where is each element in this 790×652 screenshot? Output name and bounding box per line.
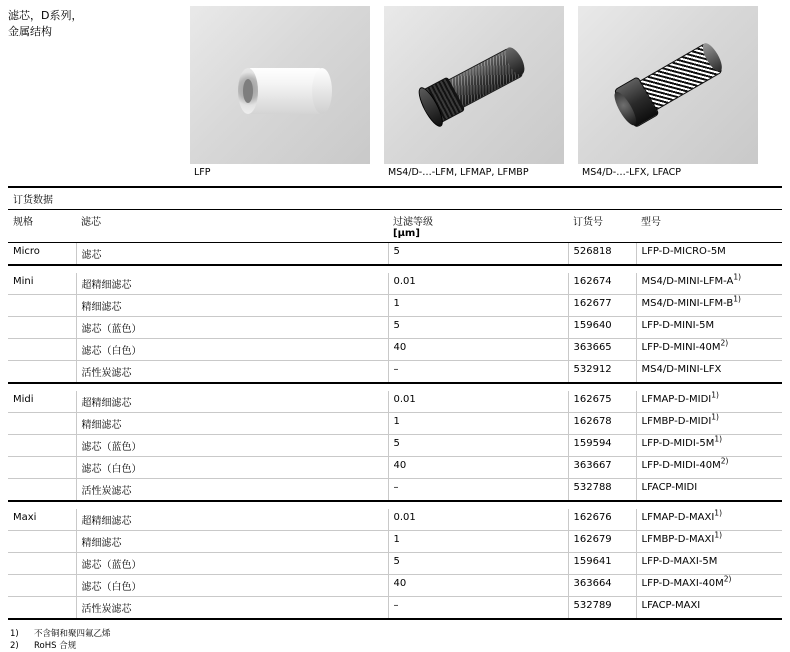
footnote-2-text: RoHS 合规 <box>34 641 77 651</box>
cell-part-number: 363667 <box>568 457 636 479</box>
cell-element: 滤芯（白色） <box>76 339 388 361</box>
footnote-marker: 1) <box>711 412 719 422</box>
cell-part-number: 162679 <box>568 531 636 553</box>
cell-part-number: 162674 <box>568 273 636 295</box>
cell-filter-grade: – <box>388 597 568 619</box>
filter-cartridge-plain-icon <box>238 68 322 114</box>
cell-size: Midi <box>8 391 76 413</box>
cell-type-code: LFMBP-D-MIDI$^{1)}$ <box>636 413 782 435</box>
cell-element: 精细滤芯 <box>76 413 388 435</box>
column-header-type: 型号 <box>636 210 782 243</box>
cell-size <box>8 531 76 553</box>
figure-lfx-caption: MS4/D-…-LFX, LFACP <box>582 167 682 178</box>
cell-filter-grade: 0.01 <box>388 273 568 295</box>
cell-type-code: LFMBP-D-MAXI$^{1)}$ <box>636 531 782 553</box>
page-title-line1: 滤芯，D系列， <box>8 9 83 22</box>
table-row <box>8 413 782 435</box>
figure-lfm-caption: MS4/D-…-LFM, LFMAP, LFMBP <box>388 167 529 178</box>
table-row <box>8 509 782 531</box>
table-row <box>8 391 782 413</box>
cell-element: 精细滤芯 <box>76 531 388 553</box>
cell-element: 滤芯 <box>76 243 388 266</box>
cell-size <box>8 575 76 597</box>
cell-filter-grade: 0.01 <box>388 509 568 531</box>
footnote-1 <box>10 628 790 640</box>
table-row <box>8 243 782 266</box>
footnote-2 <box>10 640 790 652</box>
header-section <box>0 0 790 180</box>
filter-cartridge-dark-icon <box>405 18 544 150</box>
figure-lfp-image <box>190 6 370 164</box>
cell-filter-grade: 40 <box>388 457 568 479</box>
footnote-2-marker: 2) <box>10 641 19 651</box>
column-header-part-no: 订货号 <box>568 210 636 243</box>
table-row <box>8 339 782 361</box>
cell-part-number: 526818 <box>568 243 636 266</box>
cell-type-code: LFACP-MAXI <box>641 600 701 611</box>
cell-type-code: LFP-$D-MIDI-40M^{2)}$ <box>636 457 782 479</box>
cell-element: 超精细滤芯 <box>76 509 388 531</box>
cell-element: 超精细滤芯 <box>76 391 388 413</box>
cell-size <box>8 597 76 619</box>
cell-part-number: 532789 <box>568 597 636 619</box>
cell-size: Maxi <box>8 509 76 531</box>
cell-size <box>8 361 76 384</box>
cell-type-code: LFP-D-MICRO-5M <box>636 243 782 266</box>
figure-lfm-image <box>384 6 564 164</box>
cell-part-number: 159594 <box>568 435 636 457</box>
figure-lfx-image <box>578 6 758 164</box>
cell-size <box>8 295 76 317</box>
table-row <box>8 457 782 479</box>
cell-element: 滤芯（白色） <box>76 575 388 597</box>
table-row <box>8 435 782 457</box>
table-row <box>8 479 782 502</box>
table-row <box>8 317 782 339</box>
cell-type-code: MS4/D-MINI-LFX <box>636 361 782 384</box>
cell-part-number: 363665 <box>568 339 636 361</box>
table-body <box>8 188 782 618</box>
cell-size <box>8 339 76 361</box>
cell-element: 超精细滤芯 <box>76 273 388 295</box>
page-title-line2: 金属结构 <box>8 25 52 38</box>
cell-part-number: 532912 <box>568 361 636 384</box>
cell-type-code: LFMAP-D-MIDI$^{1)}$ <box>636 391 782 413</box>
footnote-1-marker: 1) <box>10 629 19 639</box>
table-group-spacer <box>8 501 782 509</box>
cell-filter-grade: 1 <box>388 295 568 317</box>
cell-filter-grade: 5 <box>388 317 568 339</box>
figure-lfp <box>190 6 370 178</box>
cell-type-code: LFP-D-MINI-5M <box>636 317 782 339</box>
cell-size <box>8 479 76 502</box>
ordering-data-table <box>8 188 782 618</box>
cell-size: Micro <box>8 243 76 266</box>
cell-size <box>8 413 76 435</box>
cell-filter-grade: 40 <box>388 339 568 361</box>
cell-element: 活性炭滤芯 <box>76 597 388 619</box>
figure-gallery <box>190 6 758 178</box>
cell-element: 滤芯（蓝色） <box>76 435 388 457</box>
cell-part-number: 532788 <box>568 479 636 502</box>
cell-filter-grade: 1 <box>388 413 568 435</box>
cell-part-number: 363664 <box>568 575 636 597</box>
table-row <box>8 361 782 384</box>
table-group-spacer <box>8 265 782 273</box>
footnote-marker: 1) <box>714 434 723 444</box>
cell-type-code: LFP-D-MAXI-5M <box>636 553 782 575</box>
table-title: 订货数据 <box>8 188 782 210</box>
cell-filter-grade: – <box>388 479 568 502</box>
cell-filter-grade: – <box>388 361 568 384</box>
table-group-spacer <box>8 383 782 391</box>
footnote-marker: 1) <box>711 390 719 400</box>
cell-size: Mini <box>8 273 76 295</box>
cell-type-code: LFP-$D-MAXI-40M^{2)}$ <box>636 575 782 597</box>
cell-element: 滤芯（蓝色） <box>76 553 388 575</box>
filter-cartridge-mesh-icon <box>597 13 744 156</box>
cell-type-code: LFP-$D-MIDI-5M^{1)}$ <box>636 435 782 457</box>
figure-lfm <box>384 6 564 178</box>
cell-filter-grade: 40 <box>388 575 568 597</box>
table-row <box>8 531 782 553</box>
cell-part-number: 159641 <box>568 553 636 575</box>
footnotes <box>10 628 790 652</box>
figure-lfp-caption: LFP <box>194 167 211 178</box>
column-header-element: 滤芯 <box>76 210 388 243</box>
figure-lfx <box>578 6 758 178</box>
table-row <box>8 273 782 295</box>
footnote-marker: 2) <box>720 338 729 348</box>
cell-size <box>8 317 76 339</box>
column-header-size: 规格 <box>8 210 76 243</box>
cell-type-code: LFMAP-D-MAXI$^{1)}$ <box>636 509 782 531</box>
cell-filter-grade: 1 <box>388 531 568 553</box>
cell-size <box>8 553 76 575</box>
table-row <box>8 597 782 619</box>
footnote-marker: 1) <box>733 294 741 304</box>
cell-filter-grade: 5 <box>388 553 568 575</box>
footnote-1-text: 不含铜和聚四氟乙烯 <box>34 629 111 639</box>
cell-size <box>8 457 76 479</box>
cell-element: 滤芯（蓝色） <box>76 317 388 339</box>
cell-part-number: 162675 <box>568 391 636 413</box>
column-header-grade <box>388 210 568 243</box>
cell-element: 活性炭滤芯 <box>76 361 388 384</box>
table-title-row <box>8 188 782 210</box>
cell-element: 精细滤芯 <box>76 295 388 317</box>
cell-part-number: 162678 <box>568 413 636 435</box>
ordering-data-table-wrapper <box>8 186 782 620</box>
cell-type-code: $MS4/D-MINI-LFM-A^{1)}$ <box>636 273 782 295</box>
cell-size <box>8 435 76 457</box>
column-header-grade-label: 过滤等级 <box>393 217 433 228</box>
cell-type-code: $MS4/D-MINI-LFM-B^{1)}$ <box>636 295 782 317</box>
table-row <box>8 295 782 317</box>
cell-type-code: LFP-$D-MINI-40M^{2)}$ <box>636 339 782 361</box>
cell-part-number: 159640 <box>568 317 636 339</box>
cell-type-code: LFACP-MIDI <box>636 479 782 502</box>
footnote-marker: 2) <box>720 456 729 466</box>
table-row <box>8 575 782 597</box>
cell-element: 滤芯（白色） <box>76 457 388 479</box>
cell-element: 活性炭滤芯 <box>76 479 388 502</box>
table-row <box>8 553 782 575</box>
table-header-row <box>8 210 782 243</box>
cell-part-number: 162676 <box>568 509 636 531</box>
footnote-marker: 1) <box>714 508 722 518</box>
cell-filter-grade: 5 <box>388 243 568 266</box>
column-header-grade-unit: [µm] <box>393 228 420 239</box>
page-title <box>8 6 190 40</box>
footnote-marker: 1) <box>733 272 742 282</box>
footnote-marker: 2) <box>723 574 732 584</box>
cell-filter-grade: 5 <box>388 435 568 457</box>
footnote-marker: 1) <box>714 530 723 540</box>
cell-filter-grade: 0.01 <box>388 391 568 413</box>
cell-part-number: 162677 <box>568 295 636 317</box>
